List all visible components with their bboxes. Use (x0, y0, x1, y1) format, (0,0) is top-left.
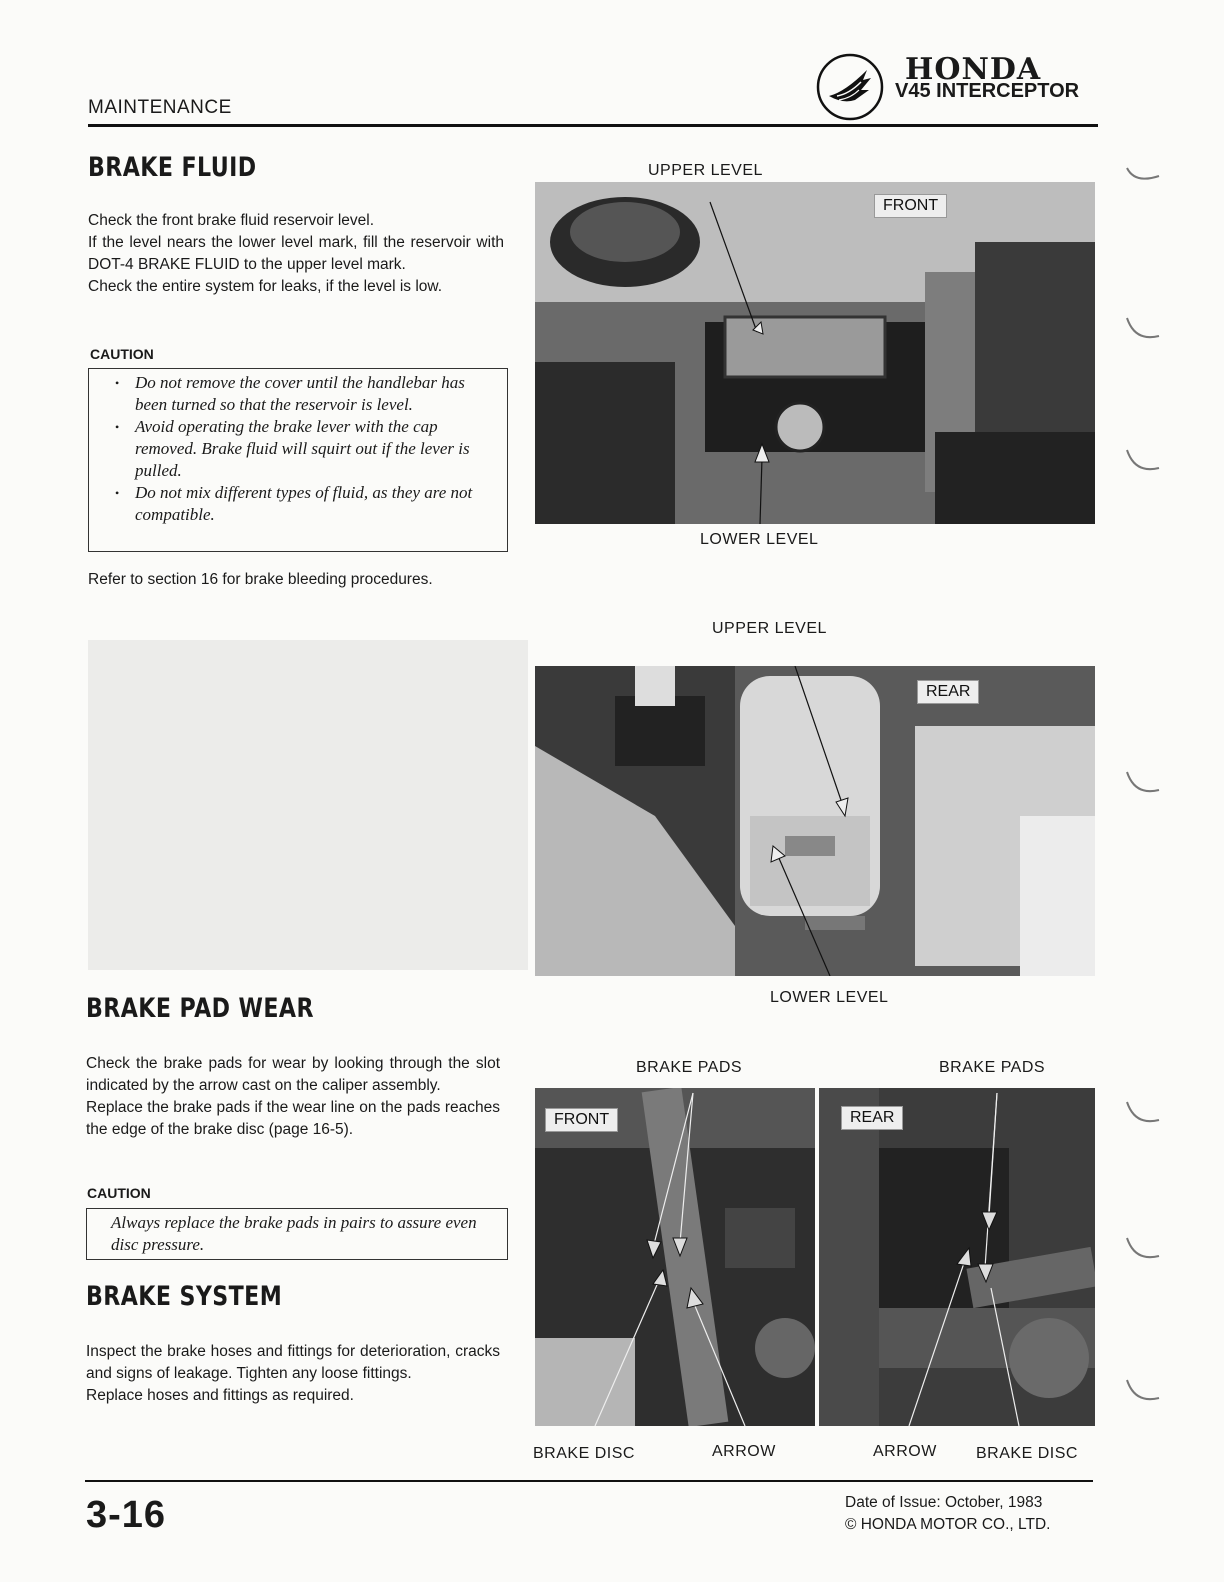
brake-pad-wear-body (86, 1053, 500, 1141)
brake-system-para-2: Replace hoses and fittings as required. (86, 1387, 354, 1404)
issue-info (845, 1492, 1050, 1536)
front-caliper-photo (535, 1088, 815, 1426)
rear-caliper-photo (819, 1088, 1095, 1426)
brake-fluid-para-1: Check the front brake fluid reservoir level. (88, 212, 375, 229)
front-tag: FRONT (874, 194, 947, 218)
front-reservoir-photo (535, 182, 1095, 524)
model-name: V45 INTERCEPTOR (895, 80, 1080, 102)
caution-box (88, 368, 508, 552)
lower-level-label-rear: LOWER LEVEL (770, 989, 889, 1006)
binder-hole-mark (1125, 308, 1165, 348)
caution-item: • Do not mix different types of fluid, as they are not compatible. (135, 482, 497, 526)
copyright: © HONDA MOTOR CO., LTD. (845, 1516, 1051, 1533)
binder-hole-mark (1125, 1092, 1165, 1132)
caution-box-pads: Always replace the brake pads in pairs to assure even disc pressure. (86, 1208, 508, 1260)
brake-system-para-1: Inspect the brake hoses and fittings for deterioration, cracks and signs of leakage. Tighten any loose fittings. (86, 1343, 500, 1382)
binder-hole-mark (1125, 1370, 1165, 1410)
brake-fluid-body (88, 210, 504, 298)
brake-system-heading: BRAKE SYSTEM (86, 1281, 283, 1312)
front-brake-pads-label: BRAKE PADS (636, 1059, 743, 1076)
page-number: 3-16 (86, 1494, 167, 1536)
rear-tag: REAR (917, 680, 979, 704)
caution-item: • Do not remove the cover until the handlebar has been turned so that the reservoir is level. (135, 372, 497, 416)
brand-name: HONDA (905, 52, 1042, 87)
upper-level-label-rear: UPPER LEVEL (712, 620, 827, 637)
binder-hole-mark (1125, 762, 1165, 802)
upper-level-label: UPPER LEVEL (648, 162, 763, 179)
honda-wing-logo (815, 52, 885, 122)
lower-level-label: LOWER LEVEL (700, 531, 819, 548)
rear-reservoir-photo (535, 666, 1095, 976)
binder-hole-mark (1125, 148, 1165, 188)
brake-system-body (86, 1341, 500, 1407)
brake-pad-para-1: Check the brake pads for wear by looking through the slot indicated by the arrow cast on the caliper assembly. (86, 1055, 500, 1094)
caution-title-pads: CAUTION (87, 1185, 151, 1201)
rear-arrow-label: ARROW (873, 1443, 937, 1460)
footer-rule (85, 1480, 1093, 1482)
front-brake-disc-label: BRAKE DISC (533, 1445, 635, 1462)
brake-pad-para-2: Replace the brake pads if the wear line on the pads reaches the edge of the brake disc (page 16-5). (86, 1099, 500, 1138)
header-rule (88, 124, 1098, 127)
binder-hole-mark (1125, 440, 1165, 480)
rear-brake-disc-label: BRAKE DISC (976, 1445, 1078, 1462)
issue-date: Date of Issue: October, 1983 (845, 1494, 1043, 1511)
section-label: MAINTENANCE (88, 97, 232, 118)
brake-pad-wear-heading: BRAKE PAD WEAR (86, 993, 314, 1024)
caution-title: CAUTION (90, 346, 154, 362)
front-pads-tag: FRONT (545, 1108, 618, 1132)
faded-background-image (88, 640, 528, 970)
binder-hole-mark (1125, 1228, 1165, 1268)
brake-fluid-para-3: Check the entire system for leaks, if the level is low. (88, 278, 443, 295)
caution-item: • Avoid operating the brake lever with the cap removed. Brake fluid will squirt out if the lever is pulled. (135, 416, 497, 482)
brake-fluid-para-2: If the level nears the lower level mark, fill the reservoir with DOT-4 BRAKE FLUID to the upper level mark. (88, 234, 504, 273)
rear-brake-pads-label: BRAKE PADS (939, 1059, 1046, 1076)
front-arrow-label: ARROW (712, 1443, 776, 1460)
bleeding-reference: Refer to section 16 for brake bleeding procedures. (88, 571, 433, 588)
rear-pads-tag: REAR (841, 1106, 903, 1130)
brake-fluid-heading: BRAKE FLUID (88, 152, 257, 183)
